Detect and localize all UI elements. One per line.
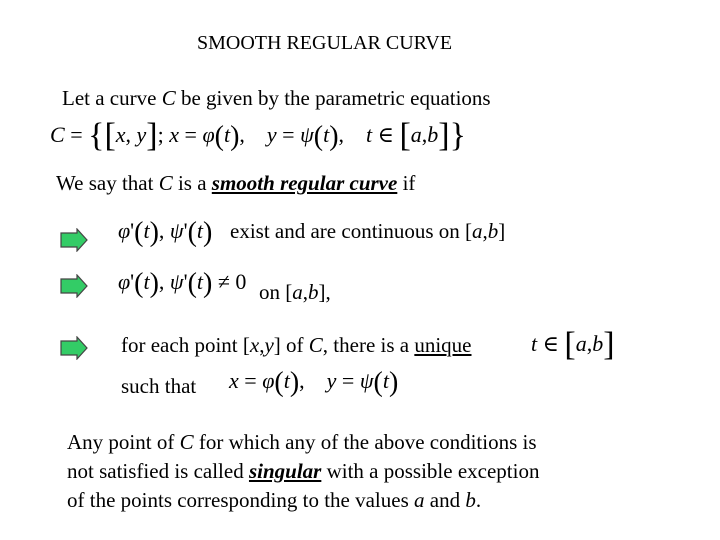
- c3-comma: ,: [259, 333, 265, 357]
- c3-eq1: =: [244, 368, 257, 393]
- arrow-right-icon: [60, 228, 88, 252]
- eq-comma: ,: [125, 122, 132, 147]
- closing-paragraph: [67, 428, 539, 515]
- definition-term: smooth regular curve: [211, 171, 398, 195]
- closing-line-1: [67, 428, 539, 457]
- eq-equals3: =: [282, 122, 295, 147]
- closing-line3-c: .: [475, 488, 482, 512]
- eq-rbracket2: ]: [438, 117, 450, 154]
- c2-prime1: ': [130, 269, 135, 294]
- c2-lpar2: (: [187, 268, 197, 299]
- c3-eq2: =: [341, 368, 355, 393]
- c3-text2: ] of: [273, 333, 309, 357]
- c3-lpar1: (: [274, 367, 284, 398]
- intro-text: [62, 86, 491, 110]
- c3-lpar2: (: [373, 367, 383, 398]
- c1-lpar1: (: [134, 217, 144, 248]
- c3-text1: for each point [: [121, 333, 250, 357]
- c3-y: y: [264, 333, 274, 357]
- c2-zero: 0: [235, 269, 247, 294]
- eq-t3: t: [366, 122, 373, 147]
- definition-middle: is a: [172, 171, 212, 195]
- closing-line1-b: for which any of the above conditions is: [193, 430, 537, 454]
- c3-b: b: [592, 331, 604, 356]
- c2-a: a: [292, 280, 303, 304]
- definition-after: if: [397, 171, 416, 195]
- definition-text: [56, 171, 415, 195]
- intro-before: Let a curve: [62, 86, 162, 110]
- c3-text3: , there is a: [322, 333, 415, 357]
- condition1-formula: [118, 217, 212, 249]
- eq-rpar1: ): [230, 121, 240, 152]
- eq-element-of: ∈: [377, 122, 394, 147]
- c1-rpar1: ): [149, 217, 159, 248]
- c3-sep: ,: [586, 331, 593, 356]
- eq-lbracket2: [: [399, 117, 411, 154]
- c3-rpar2: ): [388, 367, 399, 398]
- c1-rpar2: ): [203, 217, 213, 248]
- closing-line-3: [67, 486, 539, 515]
- c1-phi: φ: [118, 218, 131, 243]
- parametric-equation: [50, 117, 466, 155]
- eq-rbrace: }: [449, 117, 466, 154]
- c3-y2: y: [326, 368, 337, 393]
- condition2-text: [259, 280, 331, 304]
- eq-x: x: [115, 122, 126, 147]
- c3-rpar1: ): [289, 367, 300, 398]
- arrow-right-icon: [60, 336, 88, 360]
- c1-b: b: [487, 219, 499, 243]
- c2-lpar1: (: [134, 268, 144, 299]
- c3-t1: t: [283, 368, 290, 393]
- eq-rpar2: ): [329, 121, 339, 152]
- closing-line1-a: Any point of: [67, 430, 180, 454]
- eq-comma3: ,: [338, 122, 345, 147]
- closing-a: a: [414, 488, 425, 512]
- c2-phi: φ: [118, 269, 131, 294]
- arrow-right-icon: [60, 274, 88, 298]
- c1-sep: ,: [482, 219, 488, 243]
- condition1-text: [230, 219, 505, 243]
- intro-after: be given by the parametric equations: [175, 86, 491, 110]
- c3-t: t: [531, 331, 538, 356]
- c1-t2: t: [196, 218, 204, 243]
- c3-unique: unique: [414, 333, 472, 357]
- c1-a: a: [472, 219, 483, 243]
- eq-phi: φ: [202, 122, 215, 147]
- c2-psi: ψ: [169, 269, 184, 294]
- c1-prime1: ': [130, 218, 135, 243]
- c3-t2: t: [382, 368, 389, 393]
- c2-rpar2: ): [203, 268, 213, 299]
- eq-a: a: [410, 122, 422, 147]
- eq-equals2: =: [184, 122, 197, 147]
- condition3-such-that: such that: [121, 374, 197, 398]
- eq-semicolon: ;: [157, 122, 164, 147]
- c3-x2: x: [229, 368, 239, 393]
- c1-lpar2: (: [187, 217, 197, 248]
- eq-lpar1: (: [214, 121, 224, 152]
- eq-lbracket: [: [104, 117, 116, 154]
- condition3-interval: [531, 326, 615, 364]
- slide-title: SMOOTH REGULAR CURVE: [197, 32, 453, 54]
- c2-b: b: [308, 280, 319, 304]
- c3-curve-c: C: [308, 333, 323, 357]
- closing-curve-c: C: [179, 430, 194, 454]
- c2-text-before: on [: [259, 280, 293, 304]
- eq-t1: t: [223, 122, 231, 147]
- c1-prime2: ': [183, 218, 188, 243]
- eq-t2: t: [323, 122, 330, 147]
- c2-not-equal: ≠: [217, 269, 230, 294]
- eq-psi: ψ: [300, 122, 314, 147]
- eq-lhs: C: [50, 122, 65, 147]
- condition3-text: [121, 333, 472, 357]
- c3-psi: ψ: [359, 368, 374, 393]
- closing-singular: singular: [248, 459, 322, 483]
- c3-lbracket: [: [564, 326, 576, 363]
- intro-curve-c: C: [161, 86, 176, 110]
- eq-equals: =: [70, 122, 83, 147]
- c3-phi: φ: [262, 368, 275, 393]
- c2-sep: ,: [302, 280, 308, 304]
- eq-x2: x: [169, 122, 180, 147]
- closing-line3-a: of the points corresponding to the values: [67, 488, 415, 512]
- c2-text-after: ],: [318, 280, 331, 304]
- closing-line2-b: with a possible exception: [321, 459, 540, 483]
- c2-prime2: ': [183, 269, 188, 294]
- condition2-formula: [118, 268, 246, 300]
- eq-lpar2: (: [313, 121, 324, 152]
- closing-line3-b: and: [424, 488, 466, 512]
- eq-y2: y: [266, 122, 277, 147]
- c1-t1: t: [143, 218, 150, 243]
- c2-rpar1: ): [149, 268, 159, 299]
- definition-curve-c: C: [158, 171, 173, 195]
- c3-x: x: [249, 333, 260, 357]
- closing-b: b: [465, 488, 476, 512]
- c2-t2: t: [196, 269, 204, 294]
- closing-line2-a: not satisfied is called: [67, 459, 249, 483]
- condition3-formula: [229, 367, 398, 399]
- c3-a: a: [575, 331, 587, 356]
- eq-rbracket: ]: [146, 117, 158, 154]
- c2-comma: ,: [158, 269, 165, 294]
- eq-b: b: [427, 122, 439, 147]
- eq-y: y: [136, 122, 147, 147]
- c3-comma2: ,: [299, 368, 305, 393]
- c2-t1: t: [143, 269, 150, 294]
- c3-rbracket: ]: [603, 326, 615, 363]
- eq-comma4: ,: [421, 122, 428, 147]
- eq-comma2: ,: [239, 122, 245, 147]
- eq-lbrace: {: [88, 117, 105, 154]
- c1-text-after: ]: [498, 219, 506, 243]
- closing-line-2: [67, 457, 539, 486]
- definition-before: We say that: [56, 171, 159, 195]
- c1-comma: ,: [158, 218, 165, 243]
- c1-text-before: exist and are continuous on [: [230, 219, 473, 243]
- c1-psi: ψ: [169, 218, 184, 243]
- c3-element-of: ∈: [542, 331, 559, 356]
